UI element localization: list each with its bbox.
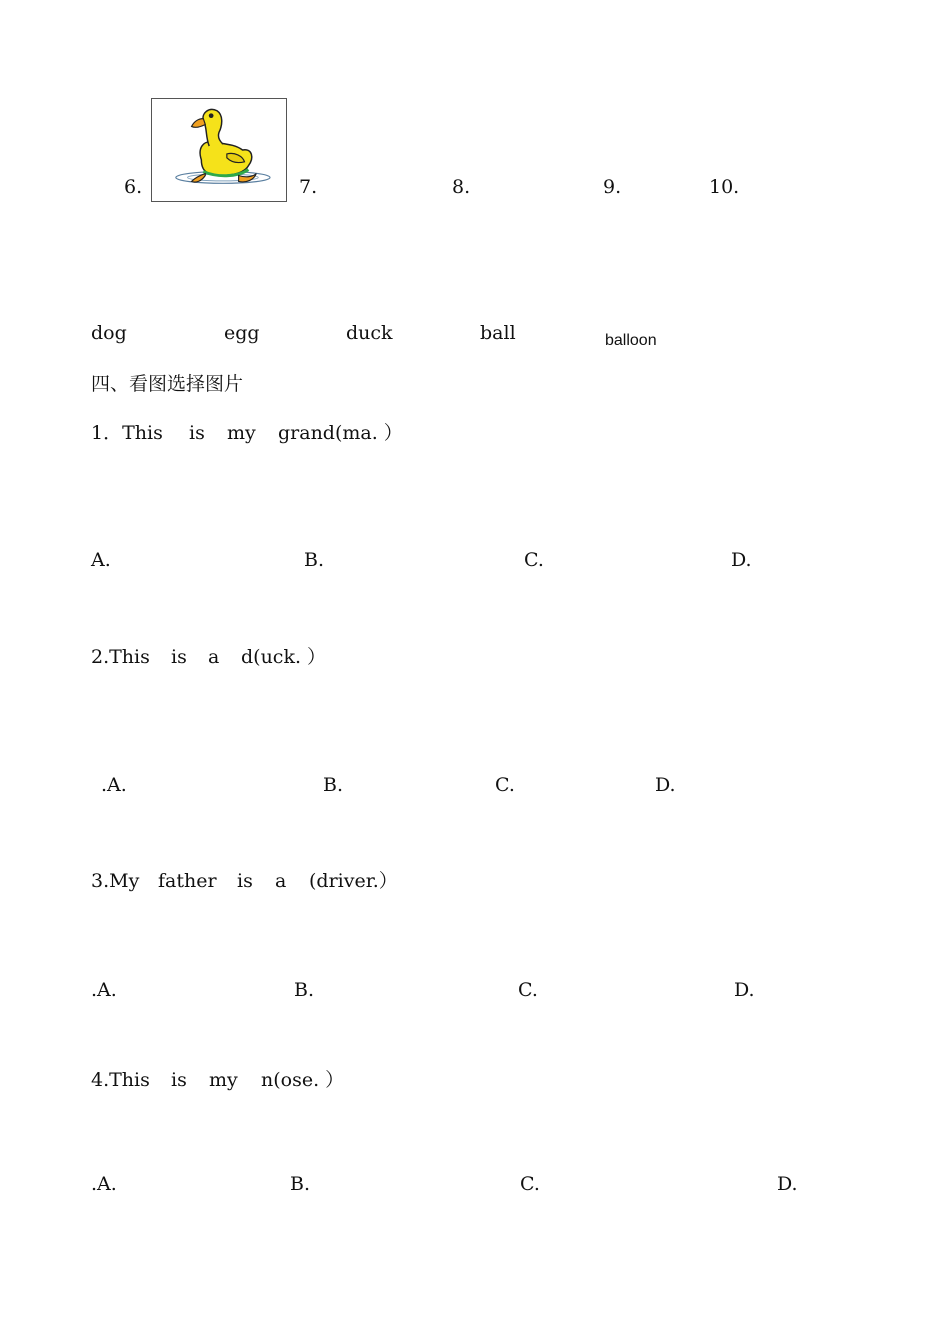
word-balloon: balloon bbox=[605, 332, 657, 349]
question-4-sentence bbox=[91, 1069, 345, 1166]
question-3-word: (driver.） bbox=[309, 870, 398, 892]
item-number-7: 7. bbox=[299, 176, 318, 198]
q3-option-c[interactable]: C. bbox=[518, 979, 538, 1001]
q2-option-a[interactable]: .A. bbox=[101, 774, 127, 796]
question-2-word: is bbox=[171, 646, 187, 668]
q3-option-b[interactable]: B. bbox=[294, 979, 315, 1001]
q3-option-d[interactable]: D. bbox=[734, 979, 755, 1001]
q4-option-a[interactable]: .A. bbox=[91, 1173, 117, 1195]
q2-option-b[interactable]: B. bbox=[323, 774, 344, 796]
section-heading: 四、看图选择图片 bbox=[91, 373, 244, 395]
duck-icon bbox=[152, 99, 286, 201]
question-2-sentence bbox=[91, 646, 327, 743]
duck-picture bbox=[151, 98, 287, 202]
q2-option-d[interactable]: D. bbox=[655, 774, 676, 796]
item-number-8: 8. bbox=[452, 176, 471, 198]
q4-option-c[interactable]: C. bbox=[520, 1173, 540, 1195]
q1-option-a[interactable]: A. bbox=[91, 549, 111, 571]
question-1-word: is bbox=[189, 422, 205, 444]
word-dog: dog bbox=[91, 322, 127, 344]
q2-option-c[interactable]: C. bbox=[495, 774, 515, 796]
item-number-6: 6. bbox=[124, 176, 143, 198]
q4-option-d[interactable]: D. bbox=[777, 1173, 798, 1195]
question-1-word: grand(ma. ） bbox=[278, 422, 403, 444]
question-3-sentence bbox=[91, 870, 398, 986]
question-1-word: my bbox=[227, 422, 256, 444]
question-3-word: a bbox=[275, 870, 287, 892]
word-egg: egg bbox=[224, 322, 260, 344]
q1-option-b[interactable]: B. bbox=[304, 549, 325, 571]
word-ball: ball bbox=[480, 322, 516, 344]
q1-option-d[interactable]: D. bbox=[731, 549, 752, 571]
question-1-sentence bbox=[91, 422, 403, 519]
question-2-word: a bbox=[208, 646, 220, 668]
question-4-word: 4.This bbox=[91, 1069, 150, 1091]
question-4-word: n(ose. ） bbox=[261, 1069, 345, 1091]
question-2-word: d(uck. ） bbox=[241, 646, 327, 668]
item-number-10: 10. bbox=[709, 176, 740, 198]
q4-option-b[interactable]: B. bbox=[290, 1173, 311, 1195]
word-duck: duck bbox=[346, 322, 393, 344]
question-3-word: 3.My bbox=[91, 870, 140, 892]
item-number-9: 9. bbox=[603, 176, 622, 198]
question-4-word: my bbox=[209, 1069, 238, 1091]
question-4-word: is bbox=[171, 1069, 187, 1091]
question-3-word: father bbox=[158, 870, 217, 892]
q1-option-c[interactable]: C. bbox=[524, 549, 544, 571]
question-1-word: 1．This bbox=[91, 422, 163, 444]
question-2-word: 2.This bbox=[91, 646, 150, 668]
q3-option-a[interactable]: .A. bbox=[91, 979, 117, 1001]
question-3-word: is bbox=[237, 870, 253, 892]
